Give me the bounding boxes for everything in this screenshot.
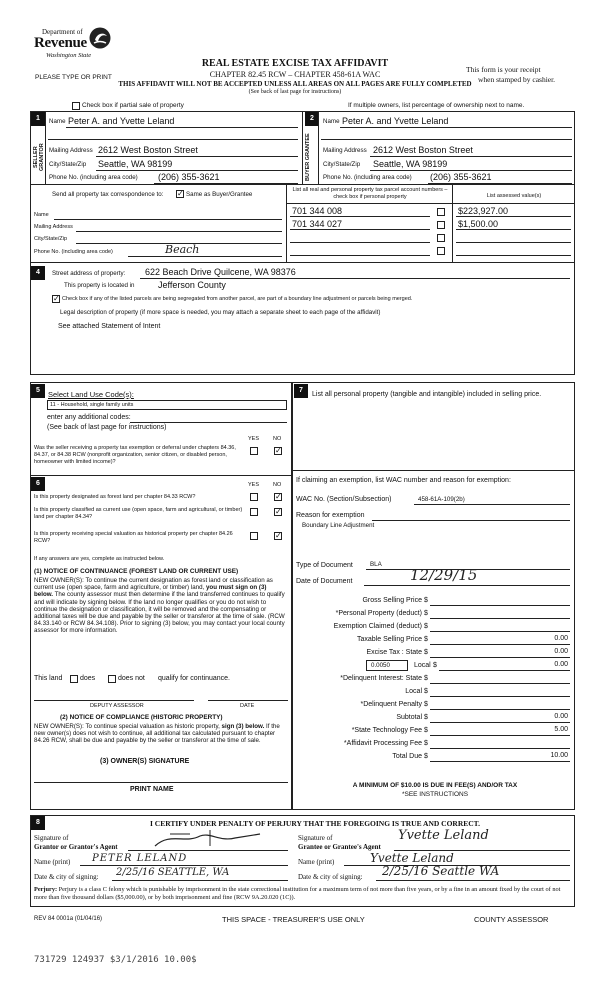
doc-date[interactable]: 12/29/15 bbox=[410, 566, 478, 584]
owner-signature-label: (3) OWNER(S) SIGNATURE bbox=[100, 758, 190, 765]
notice-2-c: If the new owner(s) does not wish to continue, all additional tax calculated pursuant to chapter 84.26 RCW, shall be due and payable by the seller or transferor at the time of sale. bbox=[34, 723, 280, 745]
section-6-badge: 6 bbox=[31, 477, 45, 491]
forest-land-question: Is this property designated as forest land per chapter 84.33 RCW? bbox=[34, 494, 196, 500]
does-checkbox[interactable] bbox=[70, 675, 78, 683]
tax-row-label: Taxable Selling Price bbox=[357, 636, 422, 643]
seller-city[interactable]: Seattle, WA 98199 bbox=[98, 159, 173, 169]
print-name-label: PRINT NAME bbox=[130, 786, 174, 793]
print-note: PLEASE TYPE OR PRINT bbox=[35, 74, 112, 81]
seller-side-label: SELLER GRANTOR bbox=[33, 143, 45, 171]
tax-dollar: $ bbox=[424, 675, 428, 682]
correspondence-phone-hand: Beach bbox=[165, 243, 200, 256]
land-use-label: Select Land Use Code(s): bbox=[48, 390, 134, 399]
additional-codes-label: enter any additional codes: bbox=[47, 414, 131, 421]
tax-dollar: $ bbox=[424, 727, 428, 734]
land-use-select[interactable] bbox=[47, 400, 287, 410]
see-back-note: (See back of last page for instructions) bbox=[248, 89, 342, 95]
receipt-note-1: This form is your receipt bbox=[466, 65, 541, 74]
tax-row-label: *Delinquent Penalty bbox=[360, 701, 422, 708]
current-use-question: Is this property classified as current use (open space, farm and agricultural, or timber) land per chapter 84.34? bbox=[34, 507, 243, 520]
dept-big: Revenue bbox=[34, 35, 87, 51]
section-8-badge: 8 bbox=[31, 816, 45, 830]
notice-1-b: you must sign on (3) below. bbox=[34, 584, 267, 599]
tax-row-label: *Affidavit Processing Fee bbox=[343, 740, 422, 747]
tax-dollar: $ bbox=[433, 662, 437, 669]
notice-1-title: (1) NOTICE OF CONTINUANCE (FOREST LAND OR CURRENT USE) bbox=[34, 568, 239, 575]
section-2-badge: 2 bbox=[305, 112, 319, 126]
grantee-signature-label-2: Grantee or Grantee's Agent bbox=[298, 843, 381, 851]
grantee-signature-label-1: Signature of bbox=[298, 834, 333, 842]
perjury-body: Perjury is a class C felony which is punishable by imprisonment in the state correctional institution for a maximum term of not more than five years, or by a fine in an amount fixed by the court of not more than five thousand dollars ($5,000.00), or by both imprisonment and fine (RCW 9A.20.020 (1C)). bbox=[34, 886, 561, 901]
buyer-city[interactable]: Seattle, WA 98199 bbox=[373, 159, 448, 169]
account-1[interactable]: 701 344 008 bbox=[292, 206, 343, 216]
send-correspondence-label: Send all property tax correspondence to: bbox=[52, 191, 164, 198]
wac-number[interactable]: 458-61A-109(2b) bbox=[418, 496, 465, 503]
qualify-label: qualify for continuance. bbox=[158, 675, 230, 682]
accounts-header: List all real and personal property tax parcel account numbers – check box if personal property bbox=[292, 187, 448, 200]
grantor-name[interactable]: PETER LELAND bbox=[92, 853, 188, 864]
correspondence-name-label: Name bbox=[34, 212, 49, 218]
grantee-date-city[interactable]: 2/25/16 Seattle WA bbox=[382, 864, 500, 878]
buyer-address-label: Mailing Address bbox=[323, 147, 367, 154]
account-4-personal-checkbox[interactable] bbox=[437, 247, 445, 255]
exemption-no-checkbox[interactable]: ✓ bbox=[275, 446, 282, 455]
account-3-personal-checkbox[interactable] bbox=[437, 234, 445, 242]
section-5-badge: 5 bbox=[31, 384, 45, 398]
perjury-label: Perjury: bbox=[34, 886, 58, 893]
section-7-badge: 7 bbox=[294, 384, 308, 398]
wac-label: WAC No. (Section/Subsection) bbox=[296, 496, 392, 503]
does-not-label: does not bbox=[118, 675, 145, 682]
seller-address-label: Mailing Address bbox=[49, 147, 93, 154]
tax-row-label: Total Due bbox=[392, 753, 422, 760]
current-use-no-checkbox[interactable]: ✓ bbox=[275, 507, 282, 516]
grantor-date-label: Date & city of signing: bbox=[34, 873, 99, 881]
legal-description-label: Legal description of property (if more space is needed, you may attach a separate sheet to each page of the affidavit) bbox=[60, 309, 381, 316]
buyer-side-label: BUYER GRANTEE bbox=[305, 133, 311, 181]
tax-dollar: $ bbox=[424, 636, 428, 643]
logo bbox=[34, 22, 109, 66]
assessed-value-2[interactable]: $1,500.00 bbox=[458, 219, 499, 229]
historic-question: Is this property receiving special valuation as historical property per chapter 84.26 RCW? bbox=[34, 531, 233, 544]
assessed-value-header: List assessed value(s) bbox=[486, 193, 542, 199]
grantor-date-city[interactable]: 2/25/16 SEATTLE, WA bbox=[116, 867, 230, 878]
correspondence-address-label: Mailing Address bbox=[34, 224, 73, 230]
doc-type-label: Type of Document bbox=[296, 562, 353, 569]
seller-phone[interactable]: (206) 355-3621 bbox=[158, 172, 220, 182]
notice-2-body bbox=[34, 723, 286, 745]
notice-1-body bbox=[34, 577, 286, 635]
buyer-phone-label: Phone No. (including area code) bbox=[323, 174, 412, 181]
perjury-text bbox=[34, 886, 572, 901]
notice-2-a: NEW OWNER(S): To continue special valuation as historic property, bbox=[34, 723, 220, 730]
current-use-yes-checkbox[interactable] bbox=[250, 508, 258, 516]
tax-row-label: Subtotal bbox=[396, 714, 422, 721]
exemption-yes-checkbox[interactable] bbox=[250, 447, 258, 455]
form-title: REAL ESTATE EXCISE TAX AFFIDAVIT bbox=[201, 58, 389, 69]
legal-description[interactable]: See attached Statement of Intent bbox=[58, 323, 161, 330]
land-use-no-header: NO bbox=[273, 436, 282, 442]
grantee-name[interactable]: Yvette Leland bbox=[370, 851, 454, 865]
tax-dollar: $ bbox=[424, 610, 428, 617]
tax-table bbox=[296, 594, 574, 794]
tax-dollar: $ bbox=[424, 688, 428, 695]
exemption-reason[interactable]: Boundary Line Adjustment bbox=[302, 522, 375, 529]
tax-dollar: $ bbox=[424, 597, 428, 604]
land-use-yes-header: YES bbox=[248, 436, 260, 442]
see-instructions-note: *SEE INSTRUCTIONS bbox=[401, 791, 469, 798]
tax-row-label: *State Technology Fee bbox=[351, 727, 422, 734]
buyer-name[interactable]: Peter A. and Yvette Leland bbox=[342, 116, 449, 126]
same-as-buyer-checkbox[interactable]: ✓ bbox=[177, 189, 184, 198]
notice-1-c: The county assessor must then determine if the land transferred continues to qualify and will indicate by signing below. If the land no longer qualifies or you do not wish to continue the designation or classification, it will be removed and the compensating or additional taxes will be due and payable by the seller or transferor at the time of sale. (RCW 84.33.140 or RCW 84.34.108). Prior to signing (3) below, you may contact your local county assessor for more information. bbox=[34, 591, 285, 635]
historic-no-checkbox[interactable]: ✓ bbox=[275, 531, 282, 540]
grantor-signature[interactable] bbox=[150, 828, 290, 850]
section-4-badge: 4 bbox=[31, 266, 45, 280]
grantee-signature[interactable]: Yvette Leland bbox=[398, 828, 489, 843]
land-use-code: 11 - Household, single family units bbox=[50, 402, 134, 408]
tax-row-label: Local bbox=[405, 688, 422, 695]
notice-2-b: sign (3) below. bbox=[221, 723, 265, 730]
recording-stamp: 731729 124937 $3/1/2016 10.00$ bbox=[34, 955, 197, 965]
county-assessor-label: COUNTY ASSESSOR bbox=[474, 915, 549, 924]
excise-tax-local[interactable]: 0.00 bbox=[554, 661, 568, 668]
personal-property-label: List all personal property (tangible and intangible) included in selling price. bbox=[312, 391, 542, 398]
account-1-personal-checkbox[interactable] bbox=[437, 208, 445, 216]
partial-sale-label: Check box if partial sale of property bbox=[82, 102, 184, 109]
correspondence-city-label: City/State/Zip bbox=[34, 236, 68, 242]
county[interactable]: Jefferson County bbox=[158, 280, 226, 290]
local-rate: 0.0050 bbox=[371, 662, 390, 669]
grantor-signature-label-1: Signature of bbox=[34, 834, 69, 842]
form-warning: THIS AFFIDAVIT WILL NOT BE ACCEPTED UNLESS ALL AREAS ON ALL PAGES ARE FULLY COMPLETED bbox=[118, 80, 472, 88]
grantee-date-label: Date & city of signing: bbox=[298, 873, 363, 881]
notice-1-a: NEW OWNER(S): To continue the current designation as forest land or classification as current use (open space, farm and agriculture, or timber) land, bbox=[34, 577, 273, 592]
street-address-label: Street address of property: bbox=[52, 270, 126, 277]
buyer-phone[interactable]: (206) 355-3621 bbox=[430, 172, 492, 182]
section-1-badge: 1 bbox=[31, 112, 45, 126]
street-address[interactable]: 622 Beach Drive Quilcene, WA 98376 bbox=[145, 267, 296, 277]
seller-city-label: City/State/Zip bbox=[49, 161, 87, 168]
dept-state: Washington State bbox=[46, 52, 92, 59]
tax-dollar: $ bbox=[424, 649, 428, 656]
grantee-name-label: Name (print) bbox=[298, 858, 335, 866]
deputy-date-label: DATE bbox=[240, 703, 255, 709]
forest-yes-checkbox[interactable] bbox=[250, 493, 258, 501]
tax-row-label: Excise Tax : State bbox=[366, 649, 422, 656]
form-chapters: CHAPTER 82.45 RCW – CHAPTER 458-61A WAC bbox=[209, 70, 381, 79]
if-yes-note: If any answers are yes, complete as instructed below. bbox=[34, 556, 165, 562]
correspondence-phone-label: Phone No. (including area code) bbox=[34, 249, 113, 255]
tax-dollar: $ bbox=[424, 714, 428, 721]
tax-dollar: $ bbox=[424, 623, 428, 630]
reason-label: Reason for exemption bbox=[296, 512, 365, 519]
partial-sale-checkbox[interactable] bbox=[72, 102, 80, 110]
tax-row-label: Local bbox=[414, 662, 431, 669]
tax-dollar: $ bbox=[424, 753, 428, 760]
state-technology-fee[interactable]: 5.00 bbox=[554, 726, 568, 733]
subtotal[interactable]: 0.00 bbox=[554, 713, 568, 720]
grantor-signature-label-2: Grantor or Grantor's Agent bbox=[34, 843, 118, 851]
forest-no-checkbox[interactable]: ✓ bbox=[275, 492, 282, 501]
form-revision: REV 84 0001a (01/04/16) bbox=[34, 916, 103, 922]
revenue-logo-icon bbox=[88, 26, 112, 50]
land-use-see-back: (See back of last page for instructions) bbox=[47, 424, 167, 431]
does-not-checkbox[interactable] bbox=[108, 675, 116, 683]
county-label: This property is located in bbox=[64, 282, 135, 289]
total-due[interactable]: 10.00 bbox=[550, 752, 568, 759]
historic-yes-checkbox[interactable] bbox=[250, 532, 258, 540]
treasurer-use-label: THIS SPACE - TREASURER'S USE ONLY bbox=[222, 915, 365, 924]
section6-yes-header: YES bbox=[248, 482, 260, 488]
notice-2-title: (2) NOTICE OF COMPLIANCE (HISTORIC PROPERTY) bbox=[60, 714, 223, 721]
minimum-fee-note: A MINIMUM OF $10.00 IS DUE IN FEE(S) AND/OR TAX bbox=[352, 782, 518, 789]
segregated-checkbox[interactable]: ✓ bbox=[53, 294, 60, 303]
doc-date-label: Date of Document bbox=[296, 578, 353, 585]
local-rate-box[interactable] bbox=[366, 660, 408, 671]
exemption-claim-label: If claiming an exemption, list WAC number and reason for exemption: bbox=[296, 477, 511, 484]
buyer-name-label: Name bbox=[323, 118, 340, 125]
account-2-personal-checkbox[interactable] bbox=[437, 221, 445, 229]
receipt-note-2: when stamped by cashier. bbox=[478, 75, 556, 84]
exemption-question: Was the seller receiving a property tax exemption or deferral under chapters 84.36, 84.37, or 84.38 RCW (nonprofit organization, senior citizen, or disabled person, homeowner with limited income)? bbox=[34, 445, 236, 465]
does-label: does bbox=[80, 675, 96, 682]
taxable-selling-price[interactable]: 0.00 bbox=[554, 635, 568, 642]
section6-no-header: NO bbox=[273, 482, 282, 488]
seller-address[interactable]: 2612 West Boston Street bbox=[98, 145, 198, 155]
dept-small: Department of bbox=[42, 28, 83, 36]
deputy-assessor-label: DEPUTY ASSESSOR bbox=[90, 703, 144, 709]
tax-dollar: $ bbox=[424, 740, 428, 747]
this-land-label: This land bbox=[34, 675, 63, 682]
property-box bbox=[30, 263, 575, 375]
tax-dollar: $ bbox=[424, 701, 428, 708]
tax-row-label: *Delinquent Interest: State bbox=[340, 675, 422, 682]
segregated-label: Check box if any of the listed parcels are being segregated from another parcel, are part of a boundary line adjustment or parcels being merged. bbox=[62, 296, 413, 302]
tax-row-label: *Personal Property (deduct) bbox=[335, 610, 422, 617]
grantor-name-label: Name (print) bbox=[34, 858, 71, 866]
doc-type[interactable]: BLA bbox=[370, 561, 382, 568]
buyer-city-label: City/State/Zip bbox=[323, 161, 361, 168]
assessed-value-1[interactable]: $223,927.00 bbox=[458, 206, 509, 216]
seller-phone-label: Phone No. (including area code) bbox=[49, 174, 138, 181]
multiple-owners-note: If multiple owners, list percentage of ownership next to name. bbox=[348, 102, 525, 109]
excise-tax-state[interactable]: 0.00 bbox=[554, 648, 568, 655]
certify-statement: I CERTIFY UNDER PENALTY OF PERJURY THAT THE FOREGOING IS TRUE AND CORRECT. bbox=[149, 819, 480, 828]
same-as-buyer-label: Same as Buyer/Grantee bbox=[186, 191, 253, 198]
tax-row-label: Exemption Claimed (deduct) bbox=[333, 623, 422, 630]
seller-name[interactable]: Peter A. and Yvette Leland bbox=[68, 116, 175, 126]
tax-row-label: Gross Selling Price bbox=[362, 597, 422, 604]
seller-name-label: Name bbox=[49, 118, 66, 125]
account-2[interactable]: 701 344 027 bbox=[292, 219, 343, 229]
buyer-address[interactable]: 2612 West Boston Street bbox=[373, 145, 473, 155]
